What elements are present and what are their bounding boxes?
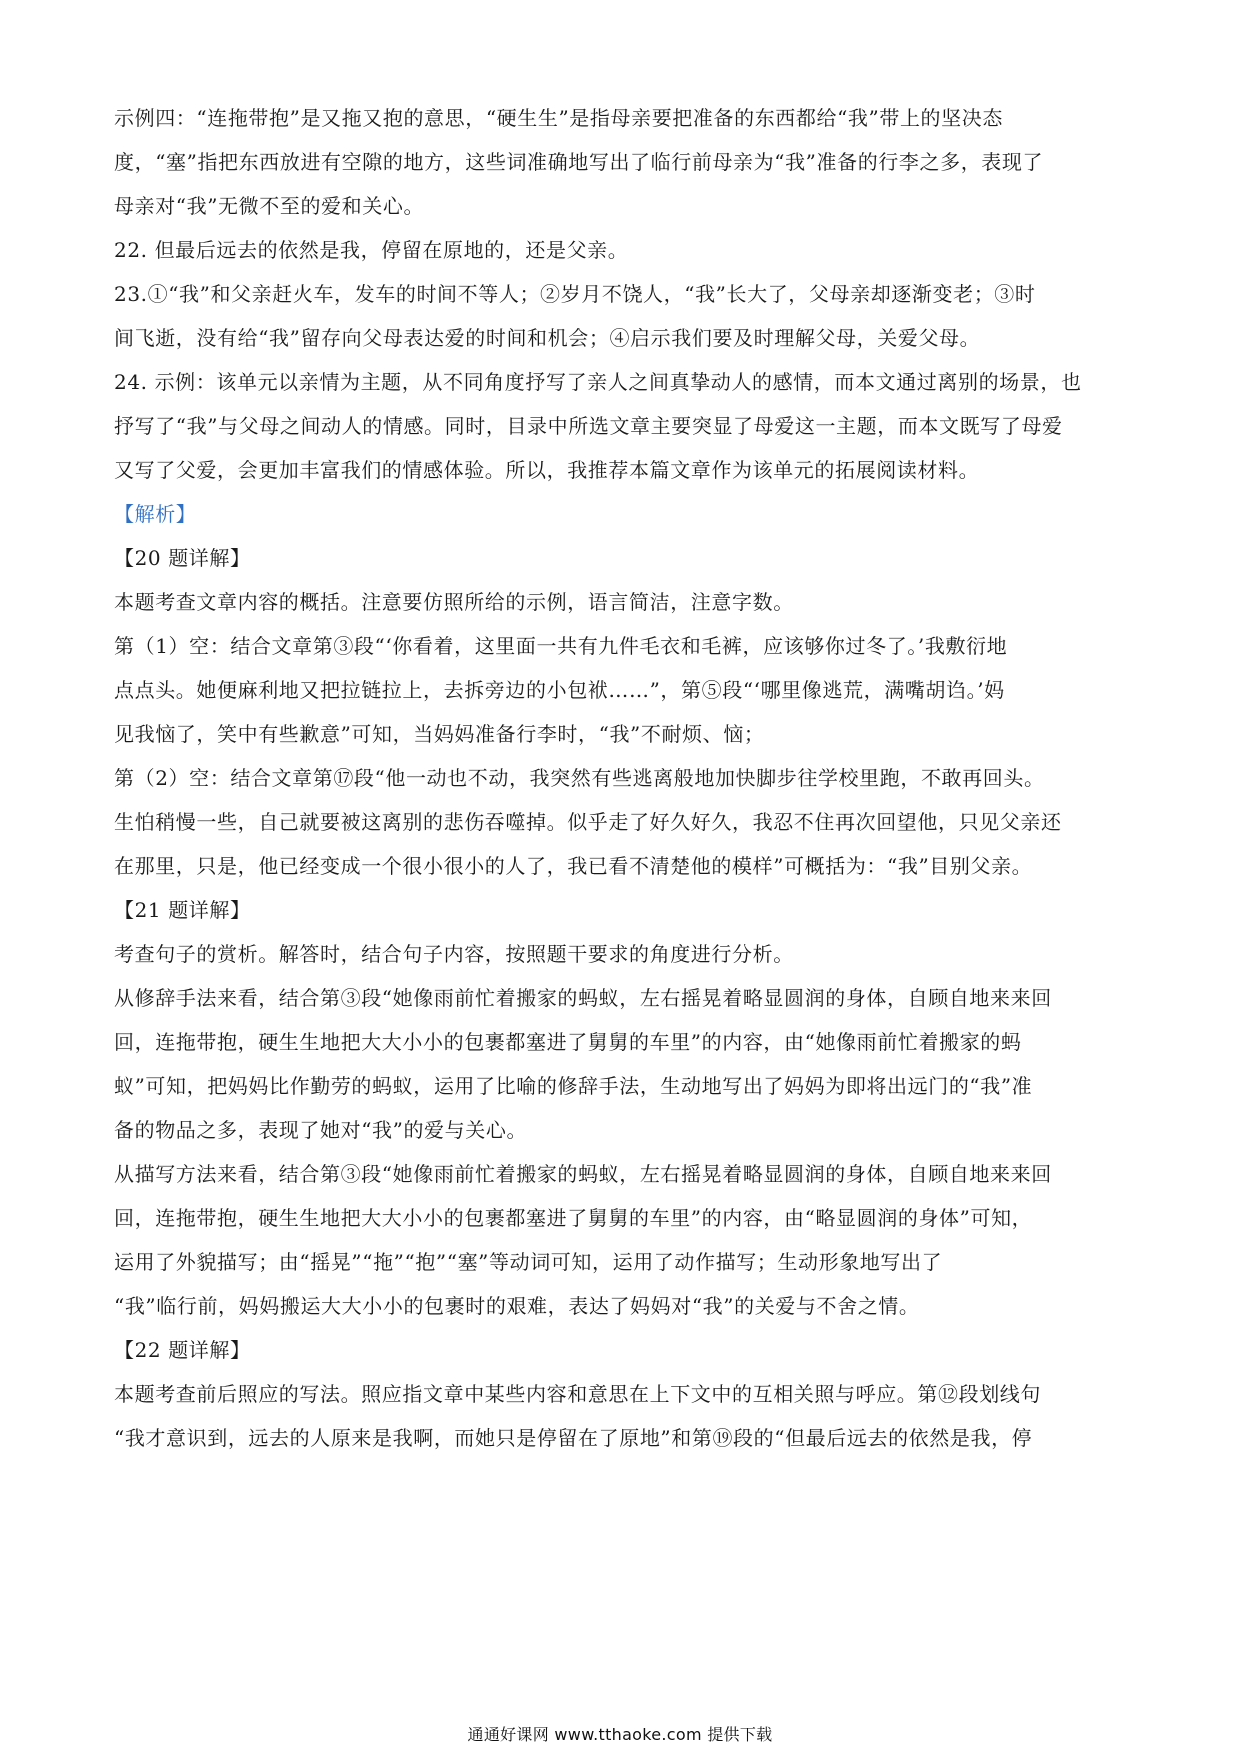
- text-line: 生怕稍慢一些，自己就要被这离别的悲伤吞噬掉。似乎走了好久好久，我忍不住再次回望他，只见父亲还: [114, 810, 1062, 834]
- paragraph-answer-23: [114, 272, 1128, 360]
- paragraph-q21-description: [114, 1152, 1128, 1328]
- paragraph-q20-blank2: [114, 756, 1128, 888]
- section-heading: 【21 题详解】: [114, 898, 251, 922]
- section-heading: 【20 题详解】: [114, 546, 251, 570]
- text-line: 从修辞手法来看，结合第③段“她像雨前忙着搬家的蚂蚁，左右摇晃着略显圆润的身体，自顾自地来来回: [114, 986, 1052, 1010]
- text-line: 本题考查文章内容的概括。注意要仿照所给的示例，语言简洁，注意字数。: [114, 590, 794, 614]
- text-line: 蚁”可知，把妈妈比作勤劳的蚂蚁，运用了比喻的修辞手法，生动地写出了妈妈为即将出远门的“我”准: [114, 1074, 1033, 1098]
- page-footer: 通通好课网 www.tthaoke.com 提供下载: [467, 1725, 773, 1744]
- text-line: 点点头。她便麻利地又把拉链拉上，去拆旁边的小包袱……”，第⑤段“‘哪里像逃荒，满嘴胡诌。’妈: [114, 678, 1005, 702]
- document-body: [114, 96, 1128, 1460]
- text-line: 回，连拖带抱，硬生生地把大大小小的包裹都塞进了舅舅的车里”的内容，由“略显圆润的身体”可知，: [114, 1206, 1033, 1230]
- paragraph-q20-blank1: [114, 624, 1128, 756]
- text-line: 间飞逝，没有给“我”留存向父母表达爱的时间和机会；④启示我们要及时理解父母，关爱父母。: [114, 326, 981, 350]
- text-line: 24. 示例：该单元以亲情为主题，从不同角度抒写了亲人之间真挚动人的感情，而本文通过离别的场景，也: [114, 370, 1082, 394]
- text-line: 见我恼了，笑中有些歉意”可知，当妈妈准备行李时，“我”不耐烦、恼；: [114, 722, 765, 746]
- paragraph-q21-rhetoric: [114, 976, 1128, 1152]
- paragraph-q20-intro: [114, 580, 1128, 624]
- q22-heading: [114, 1328, 1128, 1372]
- text-line: 又写了父爱，会更加丰富我们的情感体验。所以，我推荐本篇文章作为该单元的拓展阅读材料。: [114, 458, 980, 482]
- paragraph-answer-22: [114, 228, 1128, 272]
- text-line: 备的物品之多，表现了她对“我”的爱与关心。: [114, 1118, 528, 1142]
- text-line: “我才意识到，远去的人原来是我啊，而她只是停留在了原地”和第⑲段的“但最后远去的依然是我，停: [114, 1426, 1033, 1450]
- paragraph-example-four: [114, 96, 1128, 228]
- q21-heading: [114, 888, 1128, 932]
- text-line: 运用了外貌描写；由“摇晃”“拖”“抱”“塞”等动词可知，运用了动作描写；生动形象地写出了: [114, 1250, 943, 1274]
- paragraph-q21-intro: [114, 932, 1128, 976]
- text-line: “我”临行前，妈妈搬运大大小小的包裹时的艰难，表达了妈妈对“我”的关爱与不舍之情。: [114, 1294, 920, 1318]
- text-line: 23.①“我”和父亲赶火车，发车的时间不等人；②岁月不饶人，“我”长大了，父母亲却逐渐变老；③时: [114, 282, 1036, 306]
- text-line: 本题考查前后照应的写法。照应指文章中某些内容和意思在上下文中的互相关照与呼应。第⑫段划线句: [114, 1382, 1041, 1406]
- text-line: 从描写方法来看，结合第③段“她像雨前忙着搬家的蚂蚁，左右摇晃着略显圆润的身体，自顾自地来来回: [114, 1162, 1052, 1186]
- text-line: 抒写了“我”与父母之间动人的情感。同时，目录中所选文章主要突显了母爱这一主题，而本文既写了母爱: [114, 414, 1063, 438]
- text-line: 第（1）空：结合文章第③段“‘你看着，这里面一共有九件毛衣和毛裤，应该够你过冬了。’我敷衍地: [114, 634, 1008, 658]
- section-heading: 【22 题详解】: [114, 1338, 251, 1362]
- text-line: 22. 但最后远去的依然是我，停留在原地的，还是父亲。: [114, 238, 629, 262]
- text-line: 示例四：“连拖带抱”是又拖又抱的意思，“硬生生”是指母亲要把准备的东西都给“我”带上的坚决态: [114, 106, 1003, 130]
- text-line: 回，连拖带抱，硬生生地把大大小小的包裹都塞进了舅舅的车里”的内容，由“她像雨前忙着搬家的蚂: [114, 1030, 1022, 1054]
- text-line: 母亲对“我”无微不至的爱和关心。: [114, 194, 425, 218]
- analysis-heading: [114, 492, 1128, 536]
- text-line: 考查句子的赏析。解答时，结合句子内容，按照题干要求的角度进行分析。: [114, 942, 794, 966]
- text-line: 度，“塞”指把东西放进有空隙的地方，这些词准确地写出了临行前母亲为“我”准备的行李之多，表现了: [114, 150, 1044, 174]
- q20-heading: [114, 536, 1128, 580]
- text-line: 在那里，只是，他已经变成一个很小很小的人了，我已看不清楚他的模样”可概括为：“我”目别父亲。: [114, 854, 1033, 878]
- text-line: 第（2）空：结合文章第⑰段“他一动也不动，我突然有些逃离般地加快脚步往学校里跑，不敢再回头。: [114, 766, 1045, 790]
- paragraph-answer-24: [114, 360, 1128, 492]
- paragraph-q22-intro: [114, 1372, 1128, 1460]
- section-heading: 【解析】: [114, 502, 197, 526]
